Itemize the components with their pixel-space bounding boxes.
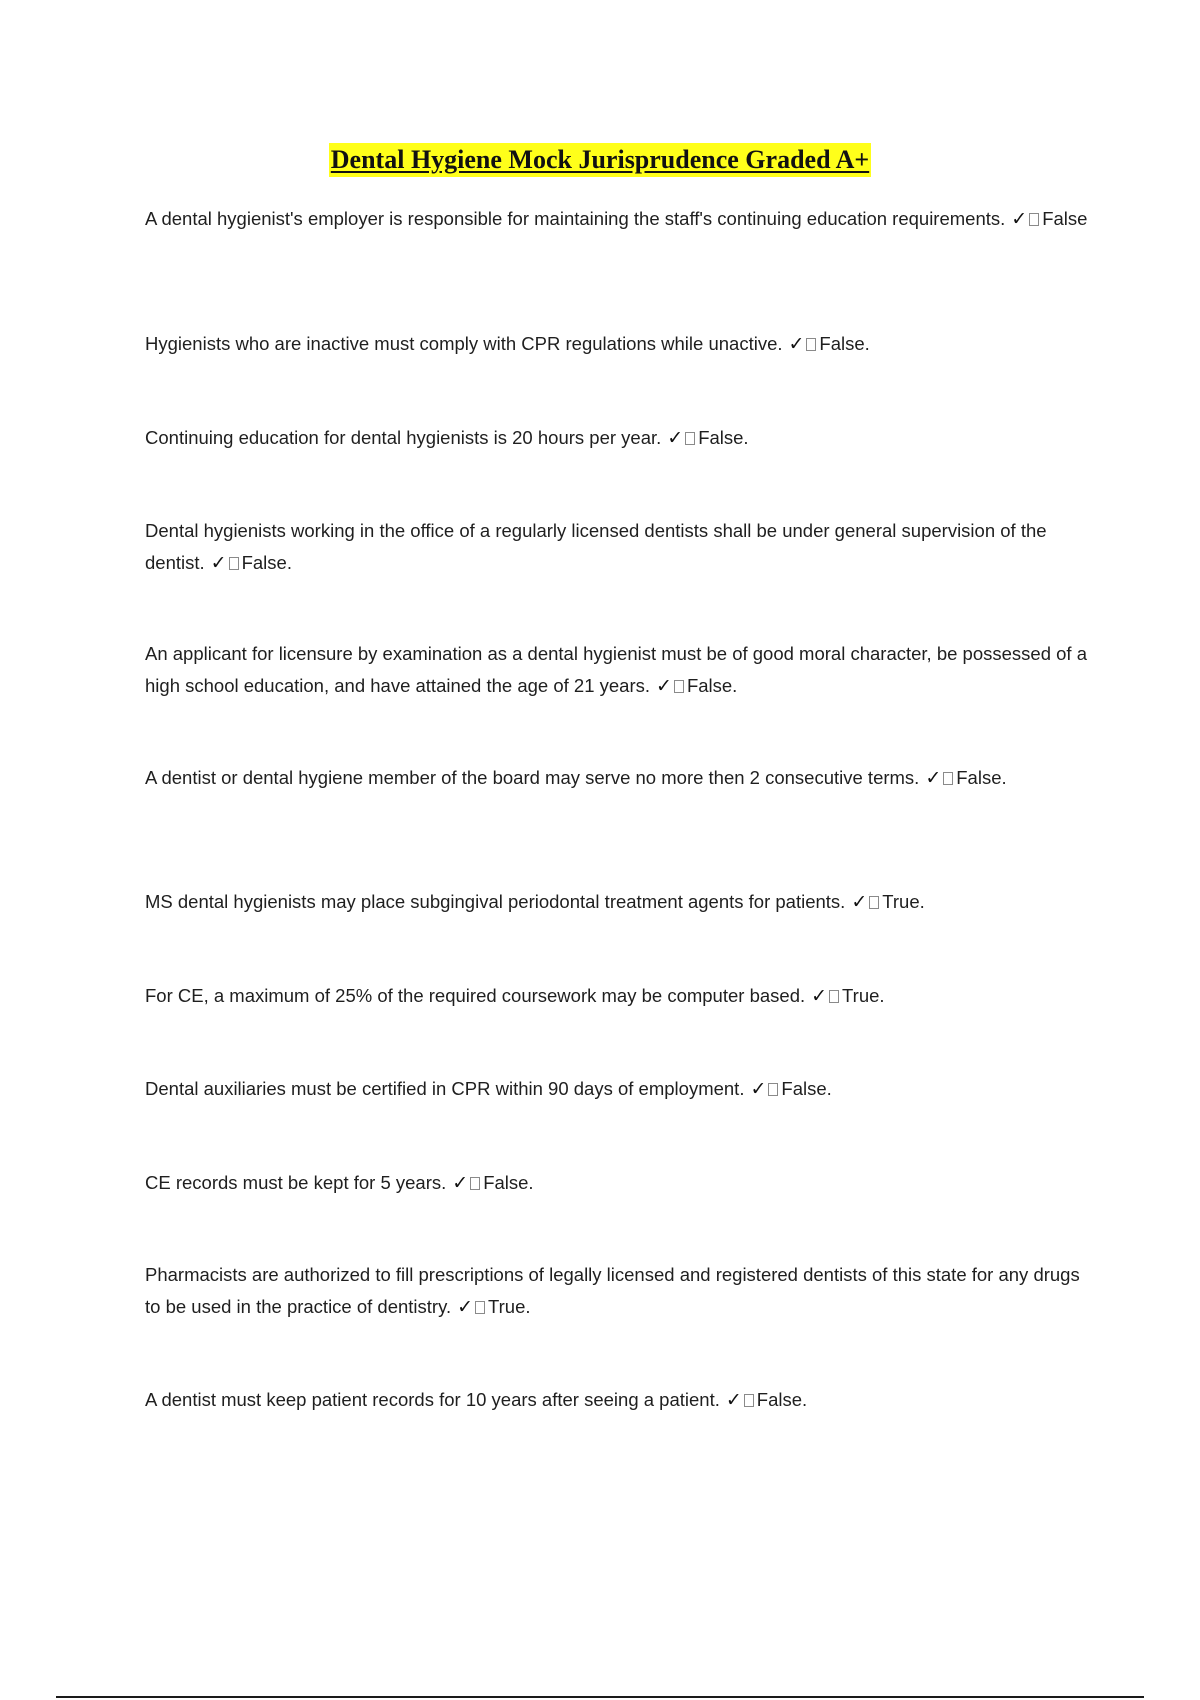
qa-item-5 — [145, 638, 1095, 702]
qa-item-6 — [145, 762, 1095, 794]
box-icon — [470, 1177, 480, 1190]
question-text: Pharmacists are authorized to fill prescriptions of legally licensed and registered dentists of this state for any drugs to be used in the practice of dentistry. — [145, 1264, 1080, 1317]
answer-text: False. — [781, 1078, 832, 1099]
question-text: An applicant for licensure by examination as a dental hygienist must be of good moral character, be possessed of a high school education, and have attained the age of 21 years. — [145, 643, 1087, 696]
check-icon: ✓ — [667, 427, 684, 449]
qa-item-8 — [145, 980, 1095, 1012]
qa-item-9 — [145, 1073, 1095, 1105]
box-icon — [744, 1394, 754, 1407]
qa-item-12 — [145, 1384, 1095, 1416]
box-icon — [806, 338, 816, 351]
question-text: CE records must be kept for 5 years. — [145, 1172, 447, 1193]
box-icon — [674, 680, 684, 693]
check-icon: ✓ — [1011, 208, 1028, 230]
answer-text: True. — [488, 1296, 531, 1317]
question-text: For CE, a maximum of 25% of the required coursework may be computer based. — [145, 985, 806, 1006]
box-icon — [768, 1083, 778, 1096]
question-text: MS dental hygienists may place subgingival periodontal treatment agents for patients. — [145, 891, 846, 912]
check-icon: ✓ — [925, 767, 942, 789]
question-text: A dentist or dental hygiene member of the board may serve no more then 2 consecutive terms. — [145, 767, 920, 788]
answer-text: True. — [842, 985, 885, 1006]
document-title: Dental Hygiene Mock Jurisprudence Graded A+ — [329, 143, 871, 177]
qa-item-1 — [145, 203, 1095, 235]
question-text: Continuing education for dental hygienists is 20 hours per year. — [145, 427, 662, 448]
answer-text: False. — [819, 333, 870, 354]
check-icon: ✓ — [811, 985, 828, 1007]
qa-item-3 — [145, 422, 1095, 454]
answer-text: False. — [698, 427, 749, 448]
answer-text: False. — [241, 552, 292, 573]
answer-text: True. — [882, 891, 925, 912]
box-icon — [1029, 213, 1039, 226]
question-text: Dental auxiliaries must be certified in CPR within 90 days of employment. — [145, 1078, 745, 1099]
answer-text: False. — [756, 1389, 808, 1410]
qa-item-10 — [145, 1167, 1095, 1199]
box-icon — [943, 772, 953, 785]
qa-item-11 — [145, 1259, 1095, 1323]
check-icon: ✓ — [210, 552, 227, 574]
qa-item-2 — [145, 328, 1095, 360]
check-icon: ✓ — [452, 1172, 469, 1194]
answer-text: False — [1042, 208, 1088, 229]
box-icon — [829, 990, 839, 1003]
question-text: A dentist must keep patient records for 10 years after seeing a patient. — [145, 1389, 720, 1410]
question-text: A dental hygienist's employer is responsible for maintaining the staff's continuing education requirements. — [145, 208, 1006, 229]
question-text: Dental hygienists working in the office of a regularly licensed dentists shall be under general supervision of the dentist. — [145, 520, 1047, 573]
box-icon — [869, 896, 879, 909]
qa-item-7 — [145, 886, 1095, 918]
box-icon — [475, 1301, 485, 1314]
check-icon: ✓ — [457, 1296, 474, 1318]
title-container — [0, 143, 1200, 177]
answer-text: False. — [956, 767, 1007, 788]
footer-divider — [56, 1696, 1144, 1698]
check-icon: ✓ — [750, 1078, 767, 1100]
box-icon — [685, 432, 695, 445]
answer-text: False. — [686, 675, 738, 696]
box-icon — [229, 557, 239, 570]
check-icon: ✓ — [851, 891, 868, 913]
check-icon: ✓ — [656, 675, 672, 697]
qa-item-4 — [145, 515, 1095, 579]
check-icon: ✓ — [725, 1389, 742, 1411]
check-icon: ✓ — [788, 333, 805, 355]
answer-text: False. — [483, 1172, 534, 1193]
question-text: Hygienists who are inactive must comply with CPR regulations while unactive. — [145, 333, 783, 354]
